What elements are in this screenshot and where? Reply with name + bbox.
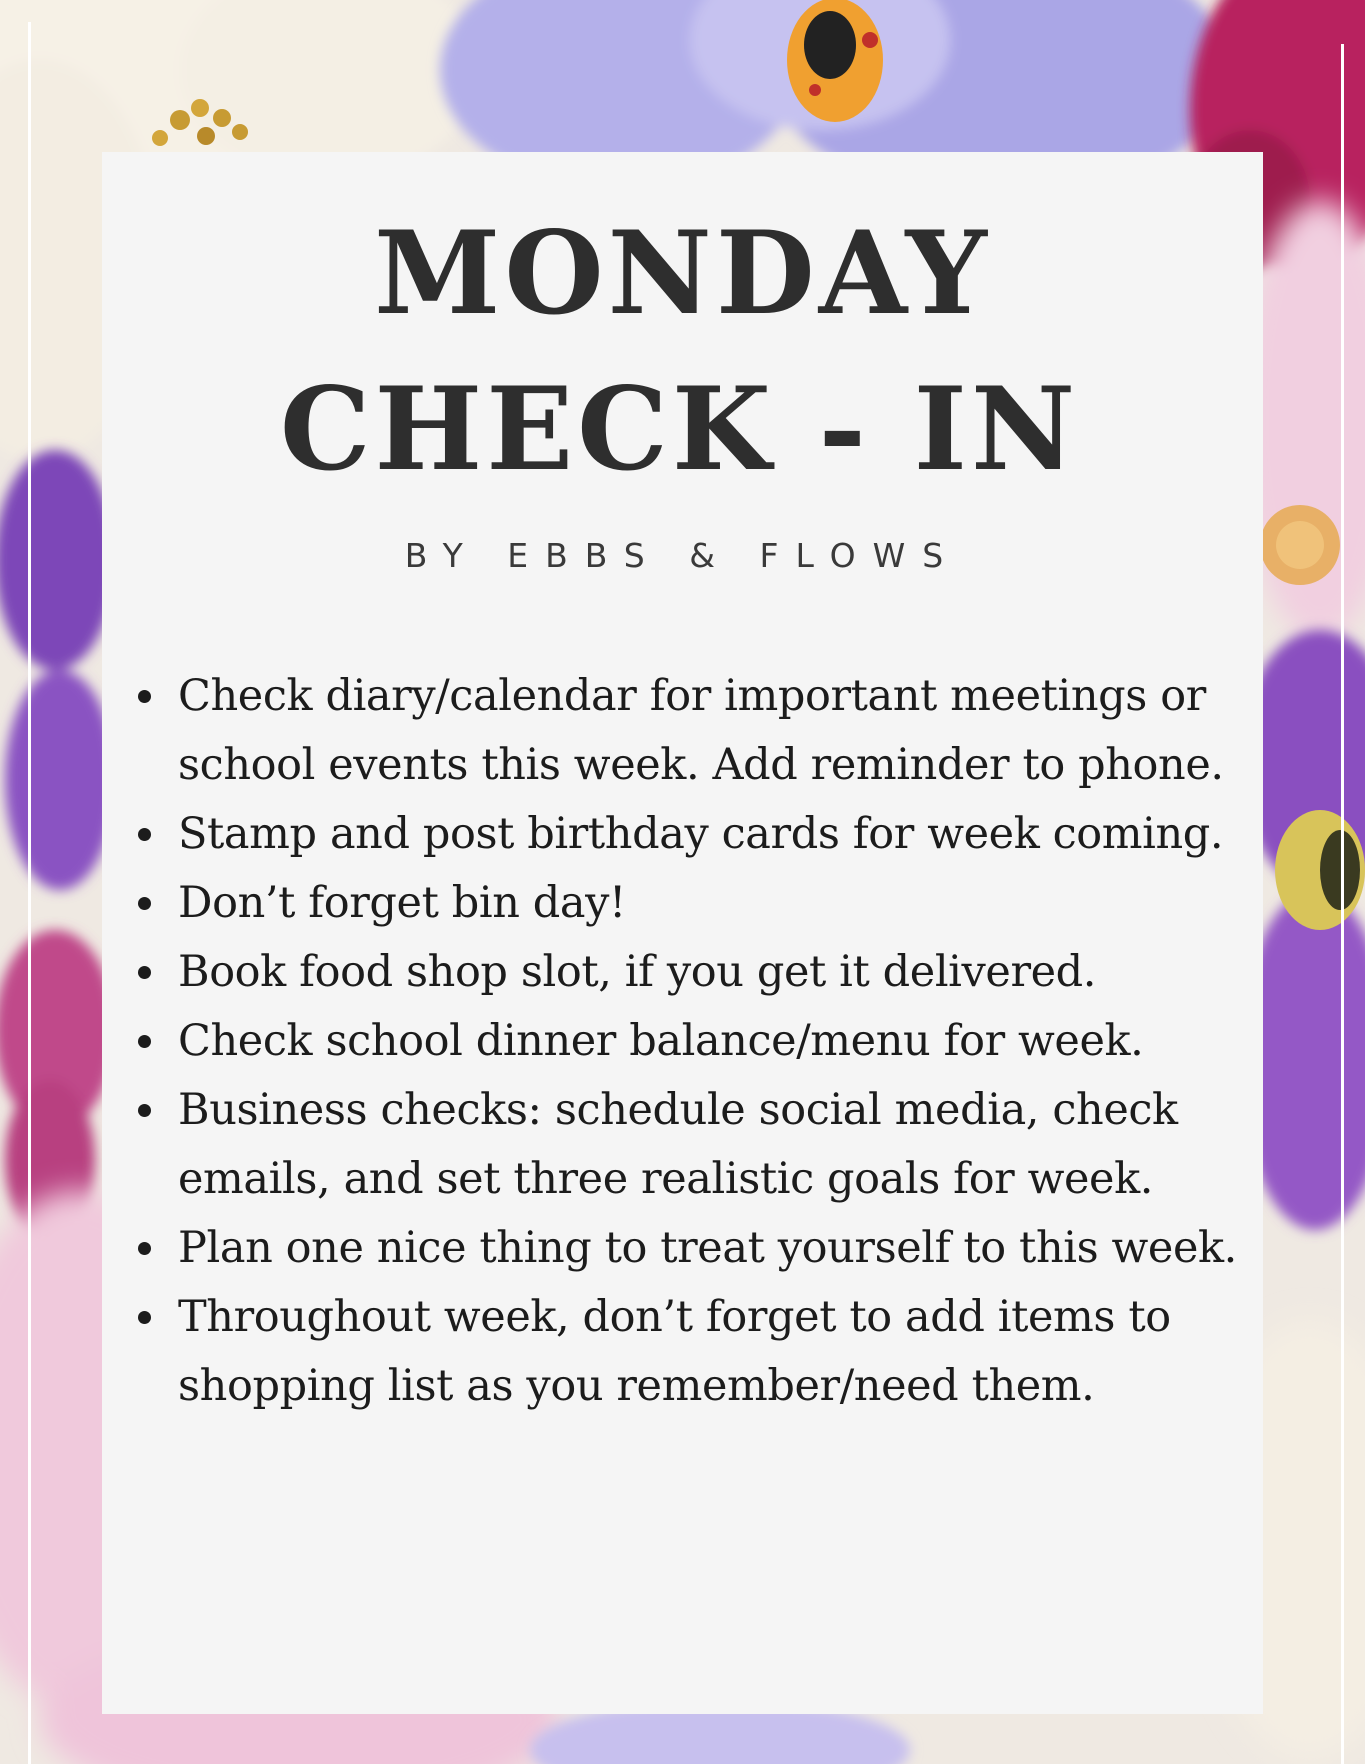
flower-stamen-right xyxy=(1260,505,1340,585)
list-item-text: Stamp and post birthday cards for week coming. xyxy=(178,809,1224,859)
list-item xyxy=(178,869,1268,938)
frame-line-left xyxy=(28,22,31,1764)
list-item-text: Plan one nice thing to treat yourself to this week. xyxy=(178,1223,1237,1273)
list-item xyxy=(178,1076,1268,1214)
list-item-text: Don’t forget bin day! xyxy=(178,878,626,928)
list-item-text: Check diary/calendar for important meetings or school events this week. Add reminder to phone. xyxy=(178,671,1224,790)
bullet-icon xyxy=(138,690,151,703)
monday-checklist xyxy=(178,662,1268,1421)
frame-line-right xyxy=(1341,44,1344,1764)
list-item xyxy=(178,938,1268,1007)
bullet-icon xyxy=(138,1035,151,1048)
flower-center-top xyxy=(787,0,883,122)
list-item xyxy=(178,800,1268,869)
list-item xyxy=(178,1214,1268,1283)
page-title-line-1: MONDAY xyxy=(374,206,991,340)
bullet-icon xyxy=(138,1242,151,1255)
bullet-icon xyxy=(138,966,151,979)
bullet-icon xyxy=(138,828,151,841)
list-item-text: Throughout week, don’t forget to add items to shopping list as you remember/need them. xyxy=(178,1292,1171,1411)
bullet-icon xyxy=(138,1104,151,1117)
page-title-line-2: CHECK - IN xyxy=(279,362,1080,496)
checklist-card xyxy=(102,152,1263,1714)
bullet-icon xyxy=(138,1311,151,1324)
flower-center-right xyxy=(1275,810,1365,930)
list-item-text: Business checks: schedule social media, check emails, and set three realistic goals for week. xyxy=(178,1085,1178,1204)
list-item-text: Check school dinner balance/menu for week. xyxy=(178,1016,1144,1066)
byline: BY EBBS & FLOWS xyxy=(404,536,961,575)
list-item xyxy=(178,662,1268,800)
list-item-text: Book food shop slot, if you get it delivered. xyxy=(178,947,1097,997)
bullet-icon xyxy=(138,897,151,910)
list-item xyxy=(178,1283,1268,1421)
list-item xyxy=(178,1007,1268,1076)
